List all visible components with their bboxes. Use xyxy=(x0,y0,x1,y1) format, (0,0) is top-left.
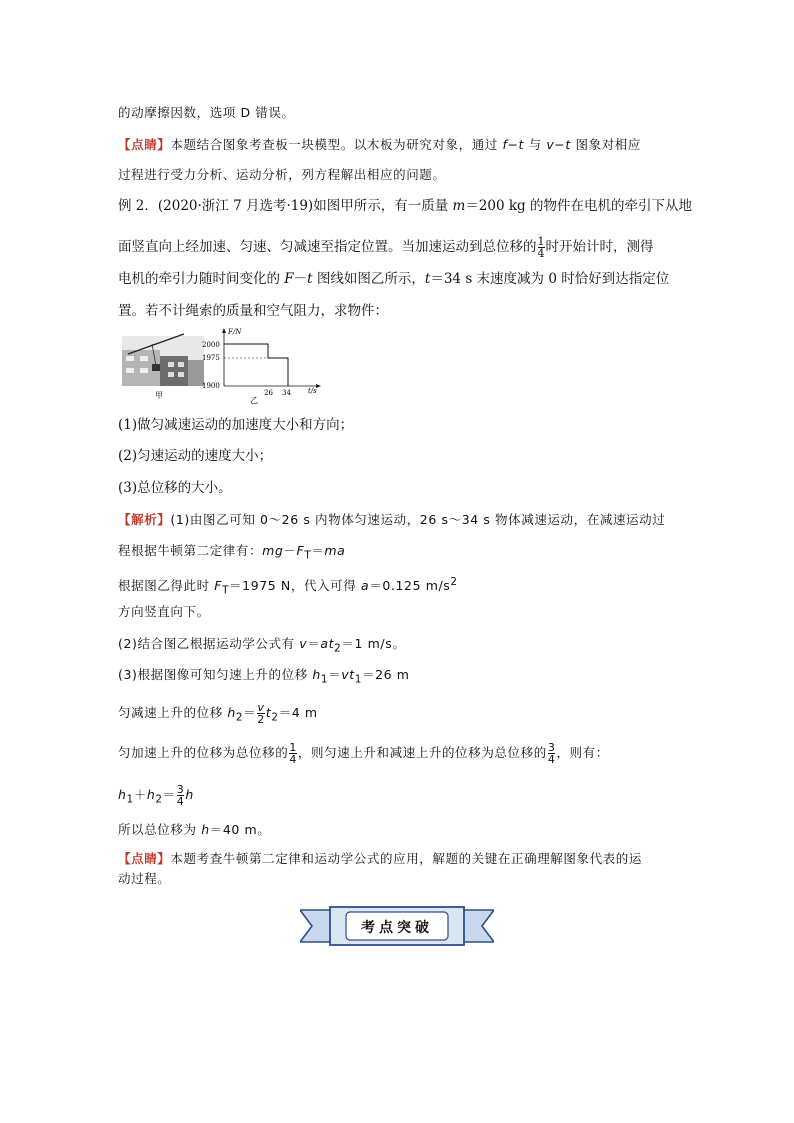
x-tick-26: 26 xyxy=(264,389,273,397)
fraction: $\frac{1}{4}$ xyxy=(537,235,545,260)
solution-line-2: 程根据牛顿第二定律有：$mg-F_T=ma$ xyxy=(118,543,346,562)
solution-line-6: (3)根据图像可知匀速上升的位移 $h_1=vt_1=26$ m xyxy=(118,667,410,686)
prev-conclusion: 的动摩擦因数，选项 D 错误。 xyxy=(118,105,295,120)
solution-tag: 【解析】 xyxy=(118,512,171,527)
x-tick-34: 34 xyxy=(282,389,291,397)
question-1: (1)做匀减速运动的加速度大小和方向； xyxy=(118,417,354,433)
y-tick-1900: 1900 xyxy=(202,382,220,390)
y-tick-2000: 2000 xyxy=(202,341,220,349)
photo-label: 甲 xyxy=(155,391,163,400)
solution-line-9: $h_1+h_2=$ $\frac{3}{4}$ h xyxy=(118,783,194,808)
note2-line-2: 动过程。 xyxy=(118,871,171,886)
banner-ribbon xyxy=(300,906,494,946)
figure xyxy=(122,326,332,408)
example-line-1: 例 2．(2020·浙江 7 月选考·19)如图甲所示，有一质量 m＝200 kg 的物件在电机的牵引下从地 xyxy=(118,198,692,214)
solution-line-7: 匀减速上升的位移 $h_2=$ $\frac{v}{2}$ $t_2=4$ m xyxy=(118,701,318,726)
chart-label: 乙 xyxy=(250,396,258,404)
fraction: $\frac{3}{4}$ xyxy=(547,741,556,766)
example-line-4: 置。若不计绳索的质量和空气阻力，求物件： xyxy=(118,303,388,319)
figure-svg xyxy=(122,326,332,404)
solution-line-1: 【解析】(1)由图乙可知 0～26 s 内物体匀速运动，26 s～34 s 物体减速运动，在减速运动过 xyxy=(118,512,666,527)
force-series-line xyxy=(224,344,288,386)
question-2: (2)匀速运动的速度大小； xyxy=(118,448,273,464)
note-line-2: 过程进行受力分析、运动分析，列方程解出相应的问题。 xyxy=(118,167,446,182)
section-banner xyxy=(300,906,494,950)
banner-text: 考点突破 xyxy=(361,920,433,936)
note2-tag: 【点睛】 xyxy=(118,851,171,866)
note-line-1: 【点睛】本题结合图象考查板一块模型。以木板为研究对象，通过 f−t 与 v−t 图象对相应 xyxy=(118,137,641,152)
force-time-chart xyxy=(202,328,321,404)
question-3: (3)总位移的大小。 xyxy=(118,480,232,496)
y-axis-label: F/N xyxy=(228,328,242,336)
solution-line-5: (2)结合图乙根据运动学公式有 $v=at_2=1$ m/s。 xyxy=(118,636,406,655)
fraction: $\frac{v}{2}$ xyxy=(257,701,265,726)
solution-line-10: 所以总位移为 h＝40 m。 xyxy=(118,822,271,837)
fraction: $\frac{3}{4}$ xyxy=(176,783,185,808)
fraction: $\frac{1}{4}$ xyxy=(289,741,297,766)
y-tick-1975: 1975 xyxy=(202,354,220,362)
example-line-2: 面竖直向上经加速、匀速、匀减速至指定位置。当加速运动到总位移的 $\frac{1}{4}$ 时开始计时，测得 xyxy=(118,235,654,260)
x-axis-label: t/s xyxy=(308,387,317,395)
building-photo xyxy=(122,334,204,386)
solution-line-8: 匀加速上升的位移为总位移的 $\frac{1}{4}$ ，则匀速上升和减速上升的位移为总位移的 $\frac{3}{4}$ ，则有： xyxy=(118,741,609,766)
example-line-3: 电机的牵引力随时间变化的 F－t 图线如图乙所示，t＝34 s 末速度减为 0 时恰好到达指定位 xyxy=(118,271,670,287)
solution-line-4: 方向竖直向下。 xyxy=(118,604,210,619)
solution-line-3: 根据图乙得此时 $F_T=1975$ N，代入可得 a＝0.125 $m/s^2$ xyxy=(118,576,458,597)
note-tag: 【点睛】 xyxy=(118,137,171,152)
note2-line-1: 【点睛】本题考查牛顿第二定律和运动学公式的应用，解题的关键在正确理解图象代表的运 xyxy=(118,851,643,866)
